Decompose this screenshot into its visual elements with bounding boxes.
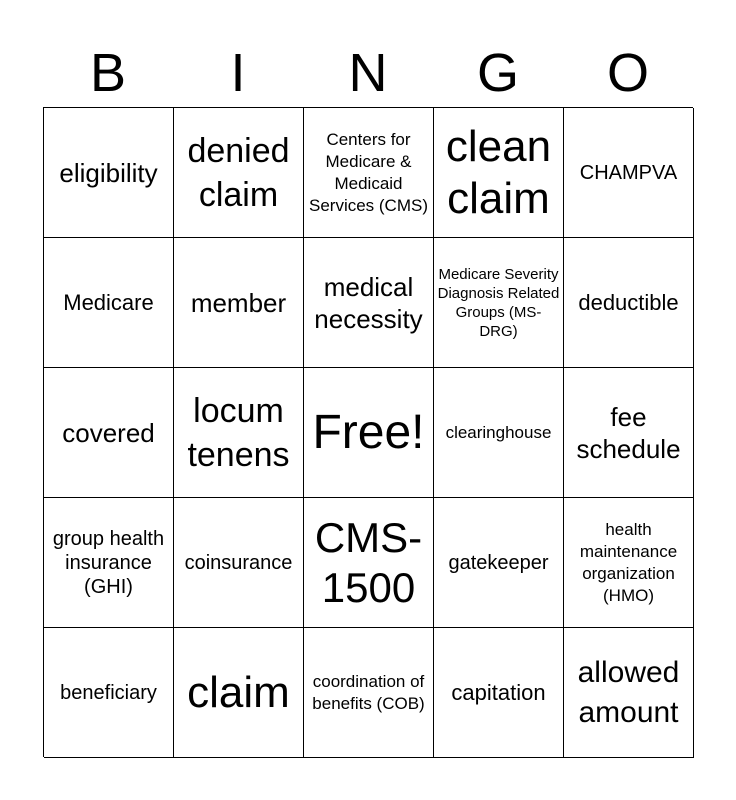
cell-label: member (190, 287, 287, 318)
cell-label: denied claim (187, 131, 290, 214)
bingo-cell[interactable] (564, 108, 694, 238)
cell-label: group health insurance (GHI) (52, 527, 165, 598)
bingo-cell[interactable] (434, 238, 564, 368)
bingo-cell[interactable] (174, 368, 304, 498)
cell-label: coordination of benefits (COB) (312, 671, 425, 713)
bingo-cell[interactable] (174, 108, 304, 238)
cell-label: locum tenens (187, 391, 290, 474)
bingo-cell[interactable] (44, 368, 174, 498)
bingo-cell[interactable] (304, 498, 434, 628)
bingo-cell[interactable] (44, 238, 174, 368)
cell-label: deductible (578, 289, 679, 315)
bingo-cell[interactable] (44, 108, 174, 238)
header-letter-g: G (476, 43, 519, 103)
bingo-cell[interactable] (174, 628, 304, 758)
header-letter-o: O (606, 43, 649, 103)
cell-label: clean claim (445, 121, 552, 223)
cell-label: allowed amount (577, 655, 680, 729)
bingo-cell[interactable] (564, 628, 694, 758)
cell-label: coinsurance (184, 551, 293, 574)
bingo-cell[interactable] (564, 368, 694, 498)
cell-label: health maintenance organization (HMO) (579, 519, 678, 605)
cell-label: capitation (451, 679, 546, 705)
bingo-cell[interactable] (304, 108, 434, 238)
cell-label: fee schedule (576, 401, 681, 464)
bingo-cell[interactable] (44, 498, 174, 628)
bingo-cell[interactable] (174, 238, 304, 368)
cell-label: eligibility (59, 157, 158, 188)
free-space-cell[interactable] (304, 368, 434, 498)
bingo-cell[interactable] (44, 628, 174, 758)
header-letter-i: I (230, 43, 246, 103)
cell-label: Medicare (63, 289, 154, 315)
bingo-cell[interactable] (434, 368, 564, 498)
cell-label: medical necessity (314, 271, 423, 334)
cell-label: CMS-1500 (314, 513, 423, 611)
header-letter-b: B (89, 43, 127, 103)
bingo-header (43, 40, 693, 106)
cell-label: CHAMPVA (579, 161, 678, 184)
cell-label: gatekeeper (448, 551, 549, 574)
bingo-cell[interactable] (304, 628, 434, 758)
cell-label: Centers for Medicare & Medicaid Services (CMS) (308, 129, 428, 215)
cell-label: clearinghouse (445, 422, 552, 442)
bingo-cell[interactable] (434, 108, 564, 238)
bingo-cell[interactable] (564, 238, 694, 368)
bingo-cell[interactable] (304, 238, 434, 368)
bingo-cell[interactable] (174, 498, 304, 628)
cell-label: covered (62, 417, 155, 448)
free-space-label: Free! (312, 405, 425, 459)
header-letter-n: N (348, 43, 388, 103)
bingo-cell[interactable] (434, 628, 564, 758)
cell-label: Medicare Severity Diagnosis Related Groups (MS-DRG) (437, 265, 560, 340)
bingo-cell[interactable] (434, 498, 564, 628)
cell-label: beneficiary (60, 681, 157, 704)
bingo-board (43, 107, 693, 757)
bingo-cell[interactable] (564, 498, 694, 628)
cell-label: claim (187, 667, 290, 717)
